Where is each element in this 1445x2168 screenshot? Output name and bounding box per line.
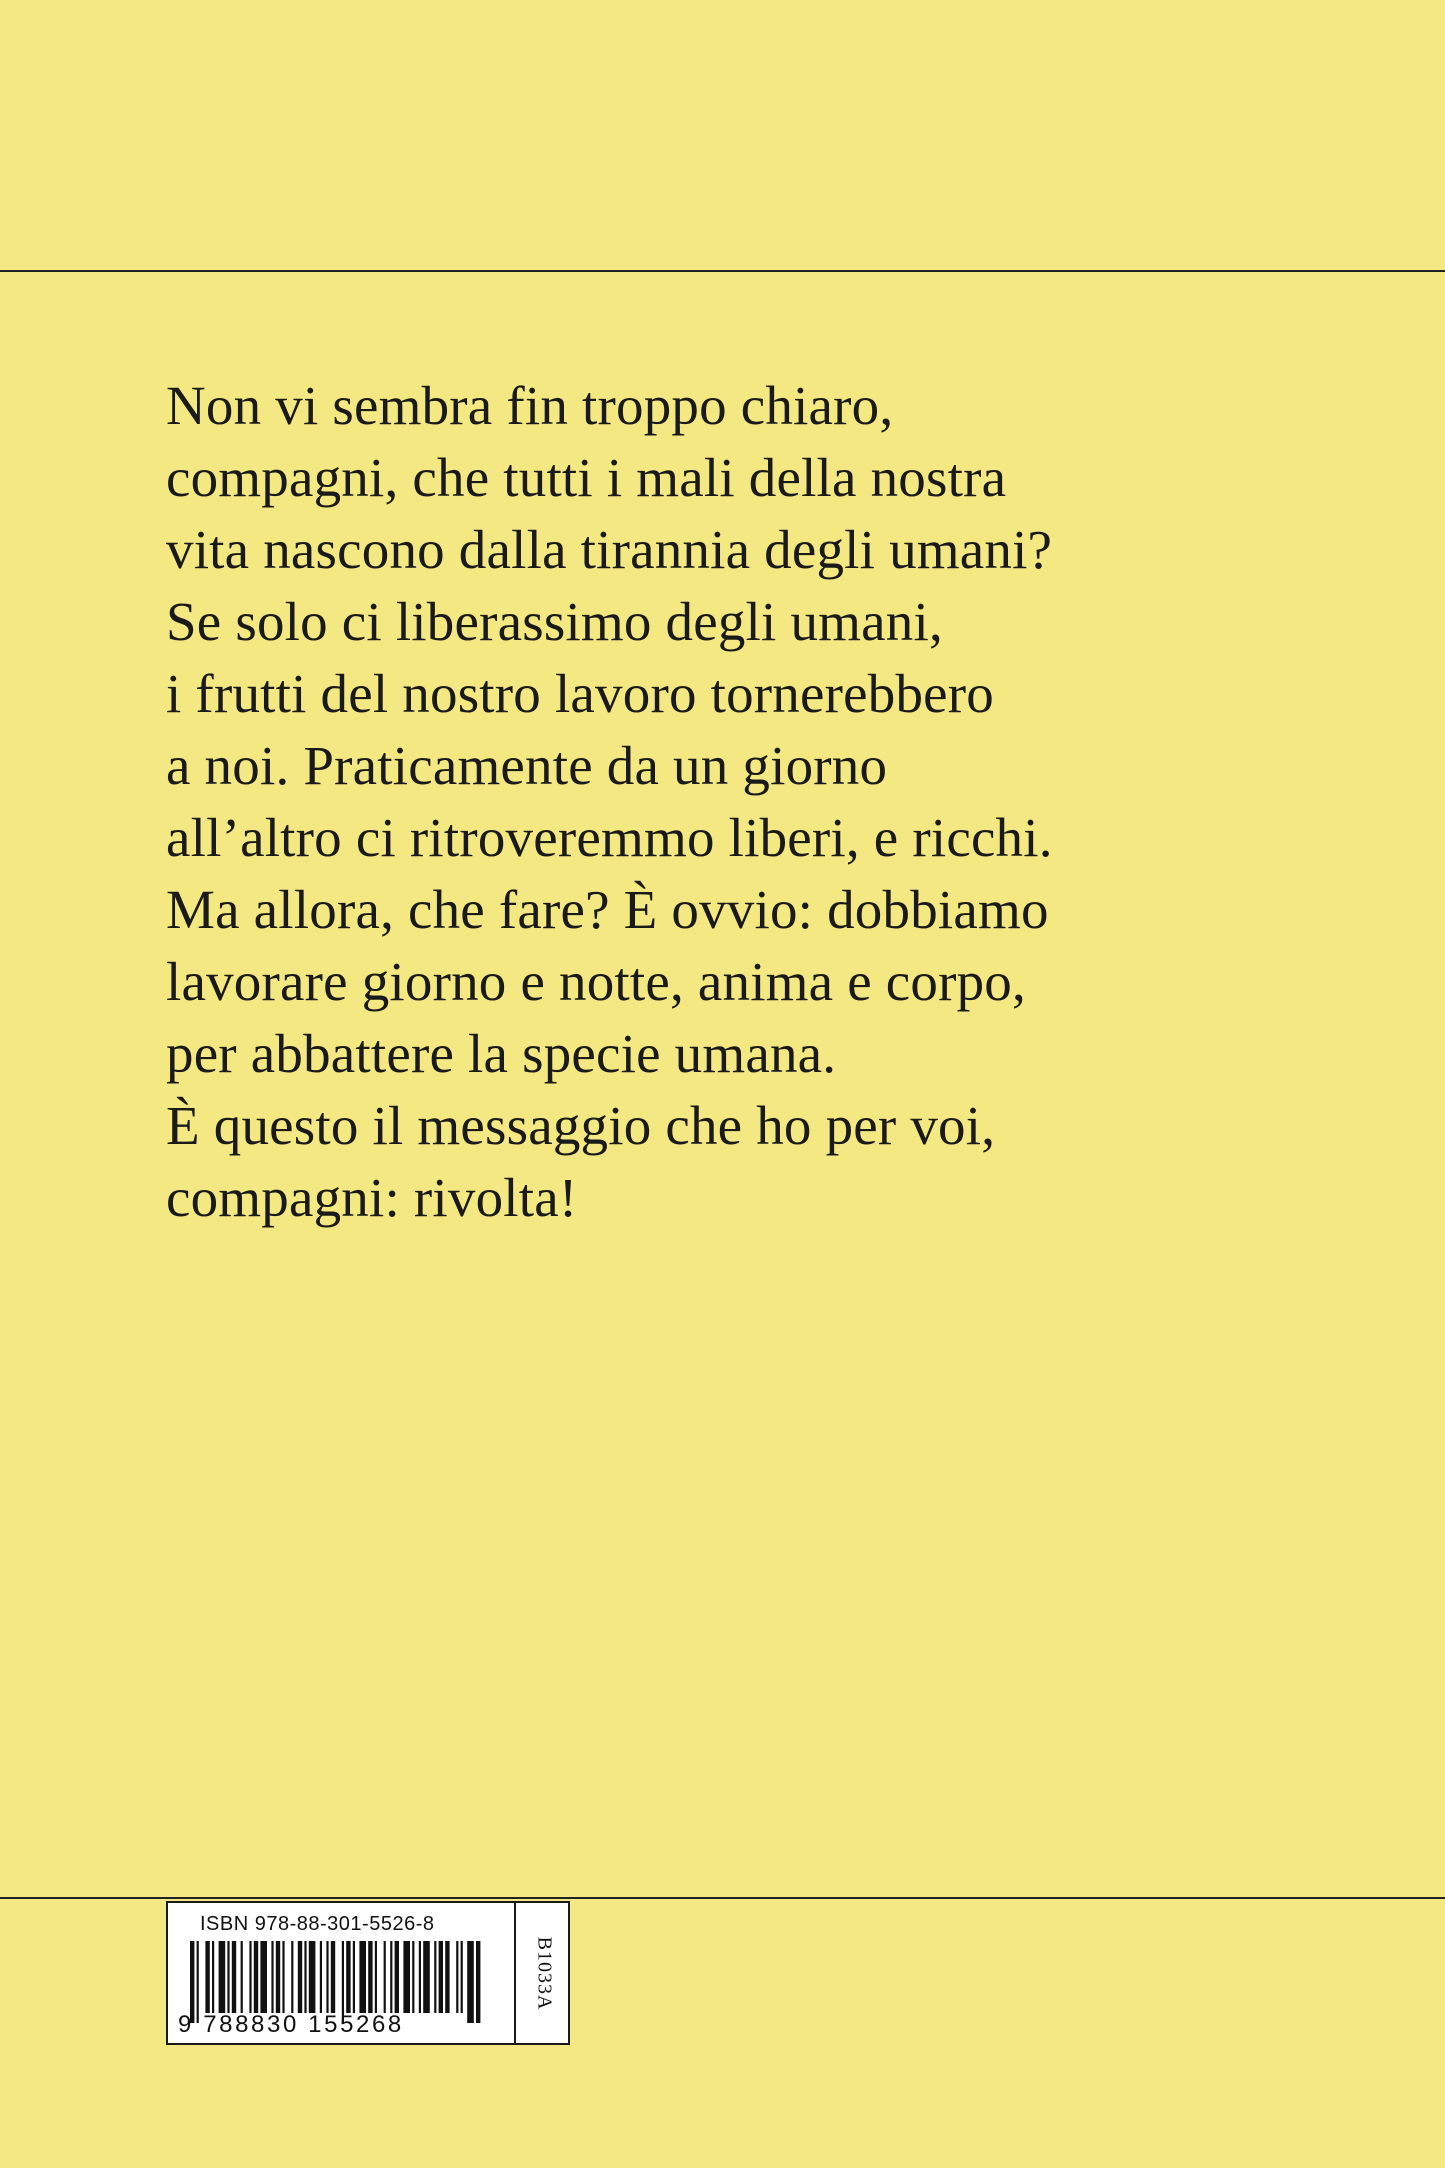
blurb-line: Se solo ci liberassimo degli umani, [166, 591, 943, 652]
top-rule [0, 270, 1445, 272]
barcode-label [166, 1901, 570, 2045]
book-code [520, 1903, 568, 2043]
blurb-line: compagni, che tutti i mali della nostra [166, 447, 1007, 508]
blurb-line: i frutti del nostro lavoro tornerebbero [166, 663, 994, 724]
blurb-line: a noi. Praticamente da un giorno [166, 735, 888, 796]
blurb-line: Non vi sembra fin troppo chiaro, [166, 375, 894, 436]
blurb-line: compagni: rivolta! [166, 1167, 578, 1228]
book-code-text: B1033A [533, 1936, 556, 2010]
blurb-line: per abbattere la specie umana. [166, 1023, 837, 1084]
blurb-line: vita nascono dalla tirannia degli umani? [166, 519, 1053, 580]
divider [514, 1903, 516, 2043]
blurb-line: Ma allora, che fare? È ovvio: dobbiamo [166, 879, 1049, 940]
ean-digits: 9 788830 155268 [178, 2011, 404, 2038]
isbn-text: ISBN 978-88-301-5526-8 [200, 1913, 435, 1935]
blurb-line: all’altro ci ritroveremmo liberi, e ricchi. [166, 807, 1053, 868]
bottom-rule [0, 1897, 1445, 1899]
blurb-line: È questo il messaggio che ho per voi, [166, 1095, 996, 1156]
blurb-line: lavorare giorno e notte, anima e corpo, [166, 951, 1026, 1012]
blurb-text [166, 370, 1426, 1234]
